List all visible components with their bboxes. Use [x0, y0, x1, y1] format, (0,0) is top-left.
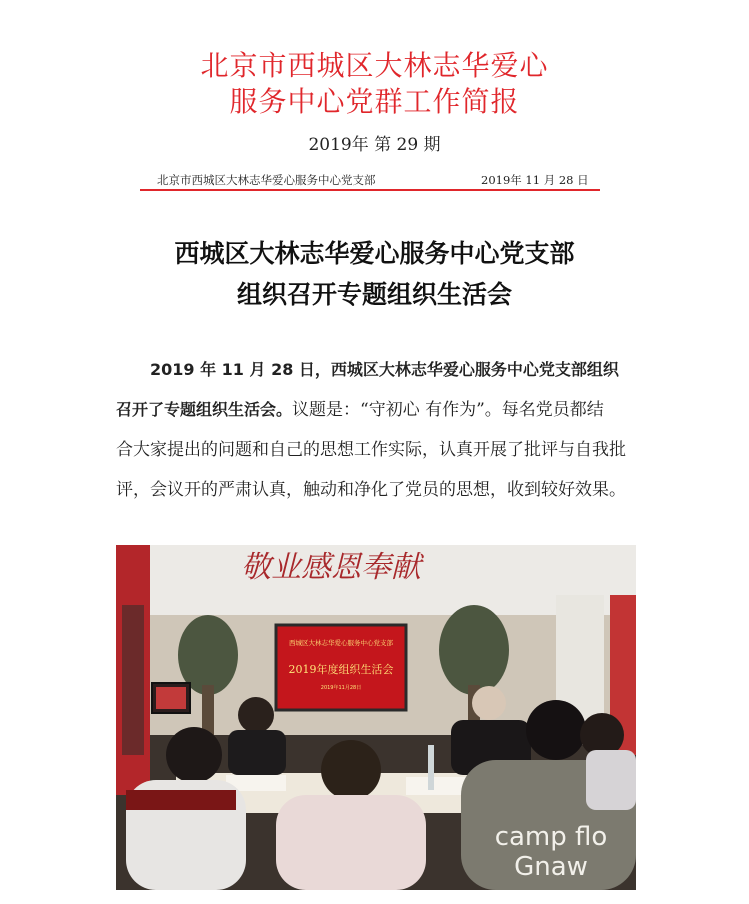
body-line-1: 2019 年 11 月 28 日，西城区大林志华爱心服务中心党支部组织 [150, 360, 619, 379]
article-body [116, 350, 636, 510]
screen-line1: 西城区大林志华爱心服务中心党支部 [289, 639, 393, 647]
bulletin-title-line1: 北京市西城区大林志华爱心 [200, 49, 549, 82]
bulletin-title-line2: 服务中心党群工作简报 [229, 85, 520, 118]
publisher-name: 北京市西城区大林志华爱心服务中心党支部 [157, 173, 376, 187]
article-title-line2: 组织召开专题组织生活会 [236, 280, 512, 309]
article-title-line1: 西城区大林志华爱心服务中心党支部 [174, 239, 575, 268]
publish-date: 2019年 11 月 28 日 [481, 173, 589, 187]
body-line-3: 合大家提出的问题和自己的思想工作实际，认真开展了批评与自我批 [116, 440, 626, 460]
meeting-photo [116, 545, 636, 890]
issue-number: 2019年 第 29 期 [308, 135, 441, 155]
screen-line2: 2019年度组织生活会 [288, 663, 394, 676]
shirt-text-line1: camp flo [494, 822, 608, 852]
wall-slogan: 敬业感恩奉献 [241, 550, 421, 585]
shirt-text-line2: Gnaw [514, 852, 588, 882]
body-line-2: 召开了专题组织生活会。议题是：“守初心 有作为”。每名党员都结 [116, 400, 604, 420]
header-divider [140, 189, 600, 191]
screen-date: 2019年11月28日 [320, 685, 362, 691]
body-line-4: 评，会议开的严肃认真，触动和净化了党员的思想，收到较好效果。 [116, 480, 626, 500]
